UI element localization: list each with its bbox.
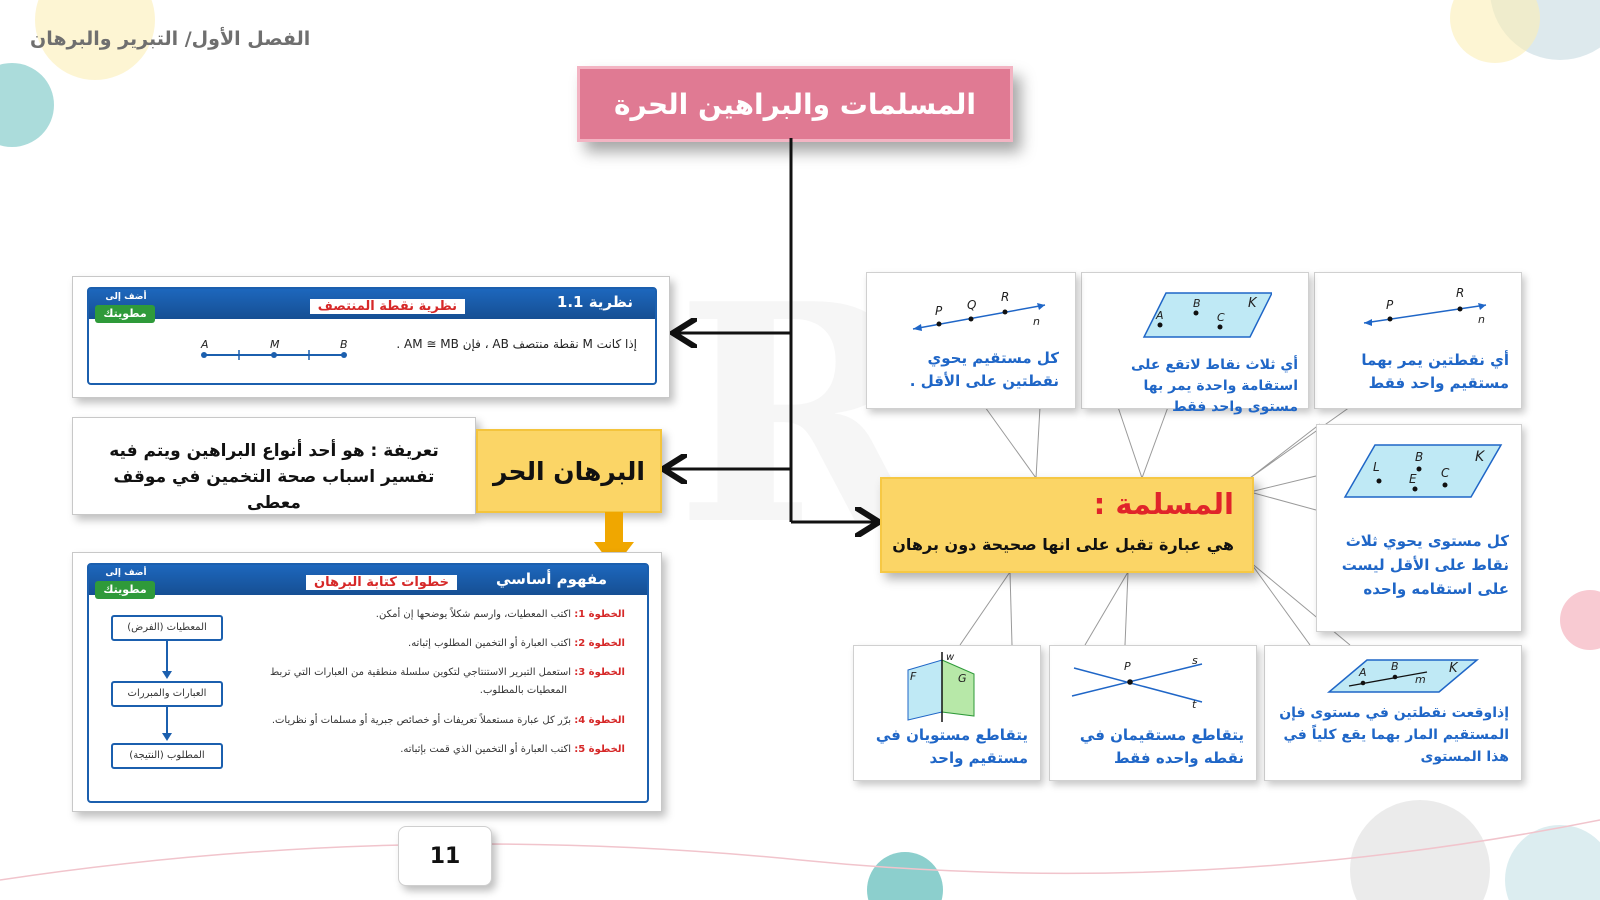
- page-number: 11: [398, 826, 492, 886]
- svg-text:R: R: [1001, 290, 1010, 304]
- point-label-m: M: [270, 339, 280, 351]
- step-1: الخطوة 1: اكتب المعطيات، وارسم شكلاً يوضحها إن أمكن.: [375, 609, 625, 620]
- svg-text:n: n: [1478, 313, 1485, 326]
- svg-text:L: L: [1373, 460, 1380, 474]
- step-5: الخطوة 5: اكتب العبارة أو التخمين الذي قمت بإثباته.: [400, 744, 625, 755]
- postulate-card-planes-intersect: [853, 645, 1041, 781]
- svg-text:P: P: [1124, 660, 1131, 673]
- theorem-name: نظرية نقطة المنتصف: [310, 299, 465, 314]
- free-proof-definition-text: تعريفة : هو أحد أنواع البراهين ويتم فيه تفسير اسباب صحة التخمين في موقف معطى: [109, 441, 439, 513]
- svg-text:K: K: [1475, 449, 1485, 465]
- step-3: الخطوة 3: استعمل التبرير الاستنتاجي لتكوين سلسلة منطقية من العبارات التي تربط: [270, 667, 625, 678]
- point-label-a: A: [201, 339, 209, 351]
- notebook-badge: مطويتك: [95, 581, 155, 599]
- svg-text:E: E: [1409, 472, 1417, 486]
- postulate-text: أي نقطتين يمر بهما مستقيم واحد فقط: [1361, 351, 1509, 392]
- theorem-number: نظرية 1.1: [556, 293, 633, 311]
- postulate-text: أي ثلاث نقاط لاتقع على استقامة واحدة يمر بها مستوى واحد فقط: [1131, 357, 1298, 415]
- svg-text:C: C: [1441, 466, 1450, 480]
- plane-diagram: [1122, 287, 1272, 343]
- concept-card: [72, 552, 662, 812]
- page-title: المسلمات والبراهين الحرة: [577, 66, 1013, 142]
- svg-text:Q: Q: [967, 298, 977, 312]
- svg-text:n: n: [1033, 315, 1040, 328]
- svg-text:P: P: [935, 304, 943, 318]
- svg-text:P: P: [1386, 298, 1394, 312]
- chapter-header: الفصل الأول/ التبرير والبرهان: [30, 28, 311, 50]
- svg-text:C: C: [1217, 311, 1225, 324]
- svg-text:G: G: [958, 672, 967, 685]
- svg-text:A: A: [1156, 309, 1164, 322]
- plane-diagram: [1335, 439, 1505, 503]
- postulate-text: كل مستقيم يحوي نقطتين على الأقل .: [909, 349, 1059, 390]
- concept-heading: مفهوم أساسي: [495, 570, 607, 588]
- svg-text:F: F: [910, 670, 917, 683]
- svg-text:A: A: [1359, 666, 1367, 679]
- point-label-b: B: [340, 339, 348, 351]
- postulate-heading: المسلمة :: [1093, 487, 1234, 521]
- add-to-badge: أضف إلى: [105, 568, 147, 578]
- line-diagram: [909, 285, 1049, 335]
- postulate-card-plane-points: [1316, 424, 1522, 632]
- postulate-card-lines-intersect: [1049, 645, 1257, 781]
- postulate-card-three-points: [1081, 272, 1309, 415]
- free-proof-definition: [72, 417, 476, 515]
- svg-text:s: s: [1192, 656, 1198, 667]
- postulate-definition: هي عبارة تقبل على انها صحيحة دون برهان: [892, 535, 1234, 554]
- svg-text:B: B: [1415, 450, 1424, 464]
- flow-given: المعطيات (الفرض): [111, 615, 223, 641]
- notebook-badge: مطويتك: [95, 305, 155, 323]
- plane-diagram: [1323, 656, 1483, 698]
- postulate-text: يتقاطع مستقيمان في نقطه واحده فقط: [1079, 726, 1244, 767]
- flow-statements: العبارات والمبررات: [111, 681, 223, 707]
- intersecting-lines-diagram: [1068, 656, 1208, 708]
- svg-text:w: w: [946, 652, 955, 663]
- step-4: الخطوة 4: برّر كل عبارة مستعملاً تعريفات أو خصائص جبرية أو مسلمات أو نظريات.: [271, 715, 625, 726]
- add-to-badge: أضف إلى: [105, 292, 147, 302]
- postulate-card-line-in-plane: [1264, 645, 1522, 781]
- step-2: الخطوة 2: اكتب العبارة أو التخمين المطلوب إثباته.: [408, 638, 625, 649]
- svg-text:K: K: [1248, 296, 1257, 311]
- postulate-card-line-points: [866, 272, 1076, 409]
- theorem-card: [72, 276, 670, 398]
- postulate-card-two-points: [1314, 272, 1522, 409]
- svg-text:m: m: [1415, 673, 1426, 686]
- theorem-statement: إذا كانت M نقطة منتصف AB ، فإن AM ≅ MB .: [396, 337, 637, 351]
- free-proof-label: البرهان الحر: [476, 429, 662, 513]
- svg-text:t: t: [1192, 698, 1197, 708]
- intersecting-planes-diagram: [902, 652, 982, 722]
- svg-text:R: R: [1456, 287, 1465, 300]
- flow-arrows: [159, 641, 179, 745]
- postulate-text: يتقاطع مستويان في مستقيم واحد: [875, 726, 1028, 767]
- postulate-text: إذاوقعت نقطتين في مستوى فإن المستقيم المار بهما يقع كلياً في هذا المستوى: [1279, 705, 1509, 765]
- svg-text:B: B: [1193, 297, 1201, 310]
- svg-text:B: B: [1391, 660, 1399, 673]
- postulate-text: كل مستوى يحوي ثلاث نقاط على الأقل ليست على استقامه واحده: [1341, 532, 1509, 598]
- svg-text:K: K: [1449, 661, 1458, 676]
- concept-subheading: خطوات كتابة البرهان: [306, 575, 457, 590]
- postulate-box: [880, 477, 1254, 573]
- line-diagram: [1360, 287, 1490, 331]
- flow-result: المطلوب (النتيجة): [111, 743, 223, 769]
- segment-diagram: [199, 339, 349, 367]
- step-3-continued: المعطيات بالمطلوب.: [479, 685, 567, 696]
